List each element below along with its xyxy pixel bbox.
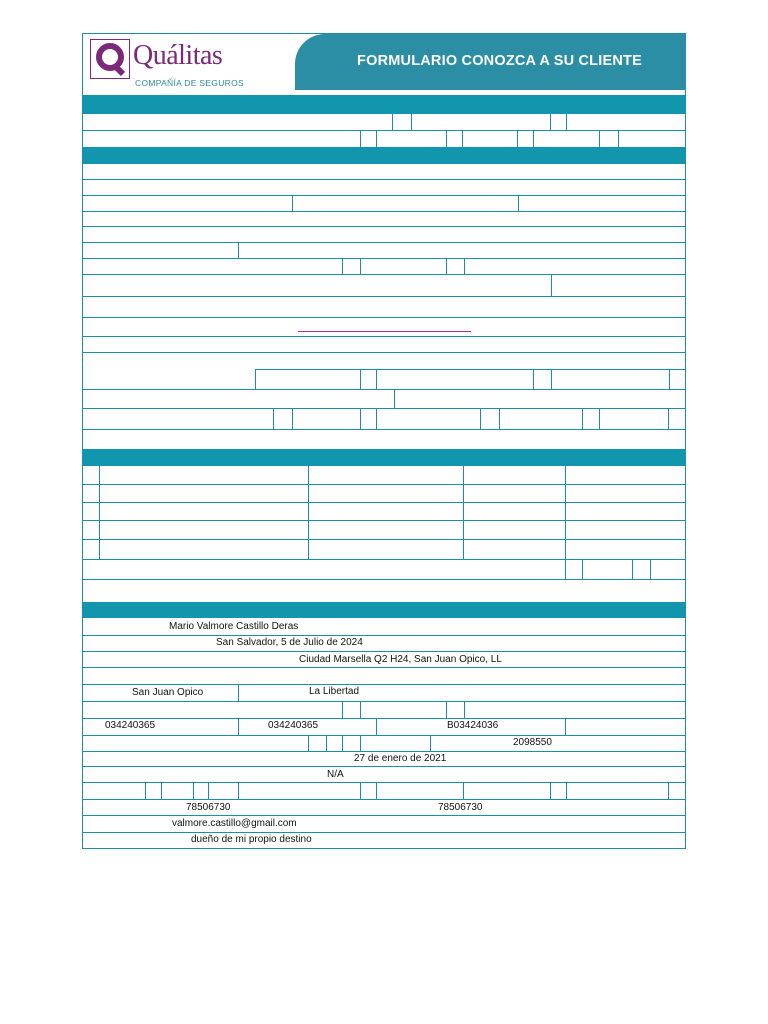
place-date[interactable]: San Salvador, 5 de Julio de 2024 — [216, 637, 363, 648]
col-line — [326, 735, 327, 751]
qualitas-logo-icon — [90, 39, 130, 79]
department[interactable]: La Libertad — [309, 686, 360, 697]
col-line — [430, 735, 431, 751]
col-line — [565, 466, 566, 579]
col-line — [376, 369, 377, 389]
document-4[interactable]: 2098550 — [513, 737, 552, 748]
col-line — [533, 130, 534, 147]
form-title: FORMULARIO CONOZCA A SU CLIENTE — [357, 53, 642, 69]
row-line — [83, 352, 685, 353]
row-line — [83, 502, 685, 503]
col-line — [632, 559, 633, 579]
col-line — [99, 466, 100, 559]
col-line — [376, 130, 377, 147]
row-line — [83, 815, 685, 816]
row-line — [83, 766, 685, 767]
row-line — [83, 429, 685, 430]
col-line — [650, 559, 651, 579]
row-line — [83, 242, 685, 243]
col-line — [446, 130, 447, 147]
col-line — [292, 195, 293, 211]
document-2[interactable]: 034240365 — [268, 720, 319, 731]
col-line — [208, 782, 209, 799]
col-line — [669, 369, 670, 389]
client-name[interactable]: Mario Valmore Castillo Deras — [169, 621, 299, 632]
col-line — [446, 258, 447, 274]
col-line — [238, 242, 239, 258]
col-line — [618, 130, 619, 147]
col-line — [533, 369, 534, 389]
row-line — [83, 782, 685, 783]
col-line — [463, 466, 464, 559]
col-line — [342, 701, 343, 718]
row-line — [83, 484, 685, 485]
address[interactable]: Ciudad Marsella Q2 H24, San Juan Opico, LL — [299, 654, 502, 665]
row-line — [83, 751, 685, 752]
row-line — [83, 651, 685, 652]
section-band-2 — [83, 147, 685, 164]
col-line — [550, 782, 551, 799]
col-line — [411, 114, 412, 130]
row-line — [83, 635, 685, 636]
row-line — [83, 684, 685, 685]
row-line — [83, 718, 685, 719]
col-line — [238, 782, 239, 799]
row-line — [83, 274, 685, 275]
col-line — [480, 408, 481, 429]
row-line — [83, 336, 685, 337]
col-line — [394, 389, 395, 408]
email[interactable]: valmore.castillo@gmail.com — [172, 818, 297, 829]
col-line — [360, 130, 361, 147]
col-line — [376, 718, 377, 735]
row-line — [83, 226, 685, 227]
col-line — [193, 782, 194, 799]
row-line — [83, 389, 685, 390]
col-line — [550, 114, 551, 130]
col-line — [342, 735, 343, 751]
col-line — [308, 735, 309, 751]
col-line — [360, 782, 361, 799]
col-line — [551, 369, 552, 389]
col-line — [582, 559, 583, 579]
col-line — [446, 701, 447, 718]
col-line — [566, 782, 567, 799]
occupation[interactable]: dueño de mi propio destino — [191, 834, 312, 845]
col-line — [565, 718, 566, 735]
row-line — [83, 579, 685, 580]
row-line — [83, 667, 685, 668]
row-line — [83, 520, 685, 521]
phone-1[interactable]: 78506730 — [186, 802, 231, 813]
row-line — [83, 296, 685, 297]
row-line — [83, 559, 685, 560]
row-line — [83, 317, 685, 318]
col-line — [238, 718, 239, 735]
col-line — [668, 408, 669, 429]
col-line — [255, 369, 256, 389]
row-line — [83, 211, 685, 212]
col-line — [238, 684, 239, 701]
col-line — [599, 408, 600, 429]
col-line — [161, 782, 162, 799]
na-value[interactable]: N/A — [327, 769, 344, 780]
row-line — [83, 130, 685, 131]
col-line — [464, 258, 465, 274]
logo-name: Quálitas — [133, 40, 223, 71]
col-line — [342, 258, 343, 274]
col-line — [668, 782, 669, 799]
col-line — [462, 130, 463, 147]
col-line — [582, 408, 583, 429]
municipality[interactable]: San Juan Opico — [132, 687, 204, 698]
issue-date[interactable]: 27 de enero de 2021 — [354, 753, 447, 764]
col-line — [360, 408, 361, 429]
blank-cell — [83, 369, 255, 388]
row-line — [83, 539, 685, 540]
row-line — [83, 195, 685, 196]
row-line — [83, 799, 685, 800]
col-line — [360, 701, 361, 718]
col-line — [599, 130, 600, 147]
phone-2[interactable]: 78506730 — [438, 802, 483, 813]
section-band-3 — [83, 449, 685, 466]
logo — [83, 34, 295, 92]
section-band-4 — [83, 602, 685, 618]
document-1[interactable]: 034240365 — [105, 720, 156, 731]
row-line — [83, 179, 685, 180]
col-line — [376, 408, 377, 429]
col-line — [273, 408, 274, 429]
row-line — [83, 408, 685, 409]
col-line — [145, 782, 146, 799]
col-line — [292, 408, 293, 429]
col-line — [392, 114, 393, 130]
col-line — [376, 782, 377, 799]
col-line — [499, 408, 500, 429]
col-line — [518, 195, 519, 211]
row-line — [83, 701, 685, 702]
logo-subtitle: COMPAÑÍA DE SEGUROS — [135, 78, 244, 88]
row-line — [83, 735, 685, 736]
row-line — [83, 258, 685, 259]
col-line — [517, 130, 518, 147]
col-line — [551, 274, 552, 296]
document-3[interactable]: B03424036 — [447, 720, 499, 731]
col-line — [308, 466, 309, 559]
section-band-1 — [83, 95, 685, 114]
title-bar — [295, 34, 686, 90]
row-line — [83, 832, 685, 833]
signature-underline — [298, 331, 471, 332]
col-line — [566, 114, 567, 130]
kyc-form — [82, 33, 686, 849]
col-line — [360, 735, 361, 751]
col-line — [464, 701, 465, 718]
col-line — [463, 782, 464, 799]
col-line — [360, 258, 361, 274]
col-line — [360, 369, 361, 389]
